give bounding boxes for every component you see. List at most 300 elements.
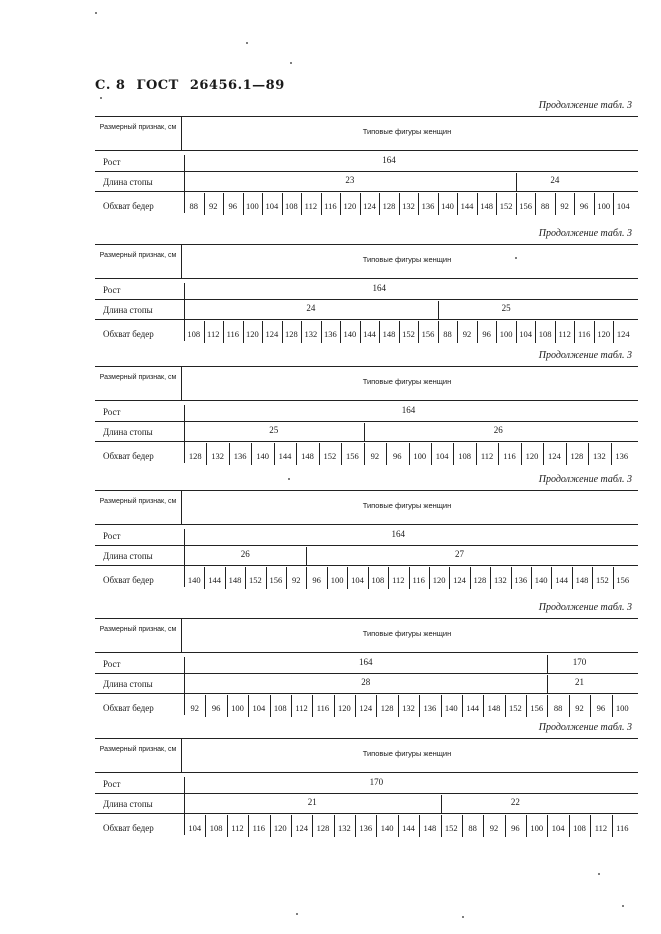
hip-cell-divider: [205, 815, 206, 837]
hip-cell-divider: [429, 567, 430, 589]
row-label-rost: Рост: [103, 407, 121, 417]
hip-cell: 128: [382, 201, 396, 211]
hip-cell: 152: [499, 201, 513, 211]
hip-cell: 92: [291, 575, 301, 585]
hip-cell-divider: [398, 815, 399, 837]
hip-cell: 96: [596, 703, 606, 713]
row-line-rost: [95, 545, 638, 546]
hip-cell: 140: [444, 703, 458, 713]
header-divider: [95, 652, 638, 653]
hip-cell-divider: [551, 567, 552, 589]
hip-cell-divider: [266, 567, 267, 589]
hip-cell-divider: [457, 193, 458, 215]
hip-cell-divider: [388, 567, 389, 589]
hip-cell-divider: [574, 193, 575, 215]
table-title: Типовые фигуры женщин: [362, 749, 452, 758]
hip-cell: 128: [380, 703, 394, 713]
hip-cell-divider: [438, 321, 439, 343]
hip-cell: 112: [231, 823, 244, 833]
hip-cell: 140: [343, 329, 357, 339]
feature-header: Размерный признак, см: [99, 746, 177, 753]
size-table: [95, 738, 633, 838]
header-divider: [95, 400, 638, 401]
hip-cell: 136: [514, 575, 528, 585]
scan-speck: [95, 12, 97, 14]
hip-cell: 100: [615, 703, 629, 713]
hip-cell-divider: [588, 443, 589, 465]
hip-cell-divider: [572, 567, 573, 589]
hip-cell: 104: [435, 451, 449, 461]
hip-cell: 112: [207, 329, 220, 339]
hip-cell: 156: [345, 451, 359, 461]
hip-cell-divider: [409, 443, 410, 465]
hip-cell: 144: [466, 703, 479, 713]
hip-cell-divider: [419, 695, 420, 717]
hip-cell: 88: [189, 201, 198, 211]
foot-span-value: 21: [307, 797, 317, 807]
hip-cell: 116: [226, 329, 239, 339]
hip-cell: 96: [228, 201, 238, 211]
rost-span-value: 170: [572, 657, 587, 667]
hip-cell: 148: [423, 823, 437, 833]
hip-cell-divider: [613, 193, 614, 215]
table-title: Типовые фигуры женщин: [362, 629, 452, 638]
hip-cell: 152: [509, 703, 522, 713]
hip-cell: 136: [615, 451, 629, 461]
foot-span-value: 26: [240, 549, 250, 559]
feature-header: Размерный признак, см: [99, 498, 177, 505]
scan-speck: [100, 97, 102, 99]
row-label-rost: Рост: [103, 157, 121, 167]
size-table: [95, 490, 633, 590]
hip-cell: 88: [468, 823, 477, 833]
table-top-border: [95, 618, 638, 619]
hip-cell: 116: [316, 703, 330, 713]
hip-cell: 96: [579, 201, 589, 211]
hip-cell-divider: [368, 567, 369, 589]
hip-cell: 120: [337, 703, 351, 713]
gost-number: 26456.1—89: [189, 78, 285, 93]
hip-cell-divider: [409, 567, 410, 589]
table-title: Типовые фигуры женщин: [362, 127, 452, 136]
hip-cell-divider: [511, 567, 512, 589]
size-table: [95, 244, 633, 344]
hip-cell-divider: [613, 567, 614, 589]
hip-cell: 92: [370, 451, 380, 461]
hip-cell: 128: [473, 575, 487, 585]
hip-cell: 152: [444, 823, 458, 833]
hip-cell: 108: [273, 703, 287, 713]
hip-cell: 104: [519, 329, 532, 339]
hip-cell-divider: [296, 443, 297, 465]
scan-speck: [598, 873, 600, 875]
hip-cell: 152: [402, 329, 415, 339]
hip-cell: 148: [228, 575, 242, 585]
hip-cell: 132: [304, 329, 318, 339]
hip-cell: 124: [295, 823, 308, 833]
hip-cell: 104: [551, 823, 565, 833]
hip-cell: 112: [304, 201, 318, 211]
hip-cell-divider: [531, 567, 532, 589]
hip-cell-divider: [251, 443, 252, 465]
hip-cell: 92: [560, 201, 569, 211]
hip-cell-divider: [312, 695, 313, 717]
hip-cell-divider: [399, 193, 400, 215]
hip-cell: 96: [211, 703, 221, 713]
hip-cell: 140: [380, 823, 394, 833]
hip-cell: 100: [231, 703, 244, 713]
foot-span-value: 26: [493, 425, 503, 435]
row-label-foot: Длина стопы: [103, 551, 153, 561]
hip-cell: 152: [596, 575, 609, 585]
hip-cell: 88: [540, 201, 550, 211]
hip-cell: 96: [393, 451, 402, 461]
row-label-rost: Рост: [103, 779, 121, 789]
feature-header: Размерный признак, см: [99, 626, 177, 633]
hip-cell: 132: [402, 703, 415, 713]
hip-cell-divider: [498, 443, 499, 465]
scan-speck: [296, 913, 298, 915]
hip-cell-divider: [505, 695, 506, 717]
hip-cell-divider: [262, 193, 263, 215]
foot-span-value: 23: [345, 175, 355, 185]
hip-cell: 104: [616, 201, 630, 211]
hip-cell: 136: [324, 329, 337, 339]
hip-cell-divider: [490, 567, 491, 589]
row-line-rost: [95, 299, 638, 300]
hip-cell: 108: [573, 823, 586, 833]
hip-cell-divider: [243, 193, 244, 215]
header-divider: [95, 772, 638, 773]
hip-cell: 132: [211, 451, 225, 461]
hip-cell-divider: [516, 193, 517, 215]
row-label-rost: Рост: [103, 285, 121, 295]
row-line-foot: [95, 565, 638, 566]
hip-cell: 156: [269, 575, 283, 585]
size-table: [95, 618, 633, 718]
hip-cell-divider: [347, 567, 348, 589]
table-title: Типовые фигуры женщин: [362, 501, 452, 510]
row-label-foot: Длина стопы: [103, 799, 153, 809]
hip-cell: 148: [301, 451, 314, 461]
header-divider: [95, 150, 638, 151]
hip-cell-divider: [449, 567, 450, 589]
hip-cell-divider: [590, 695, 591, 717]
hip-cell: 96: [511, 823, 520, 833]
hip-cell-divider: [355, 815, 356, 837]
table-title: Типовые фигуры женщин: [362, 377, 452, 386]
hip-cell: 120: [343, 201, 357, 211]
header-divider: [95, 524, 638, 525]
hip-cell-divider: [379, 193, 380, 215]
hip-cell-divider: [312, 815, 313, 837]
hip-cell: 116: [503, 451, 516, 461]
hip-cell-divider: [555, 193, 556, 215]
hip-cell: 156: [530, 703, 544, 713]
hip-cell-divider: [286, 567, 287, 589]
foot-span-value: 25: [269, 425, 279, 435]
hip-cell: 120: [245, 329, 259, 339]
hip-cell: 112: [295, 703, 308, 713]
hip-cell-divider: [547, 815, 548, 837]
hip-cell-divider: [547, 695, 548, 717]
hip-cell-divider: [379, 321, 380, 343]
hip-cell: 124: [363, 201, 376, 211]
row-line-rost: [95, 793, 638, 794]
hip-cell: 88: [443, 329, 452, 339]
hip-cell: 136: [421, 201, 435, 211]
hip-cell: 104: [188, 823, 202, 833]
row-line-foot: [95, 319, 638, 320]
hip-cell: 132: [402, 201, 415, 211]
table-title: Типовые фигуры женщин: [362, 255, 452, 264]
hip-cell: 136: [359, 823, 373, 833]
hip-cell: 108: [187, 329, 201, 339]
scan-speck: [288, 478, 290, 480]
row-line-foot: [95, 191, 638, 192]
rost-span-value: 164: [391, 529, 406, 539]
hip-cell: 128: [570, 451, 584, 461]
hip-cell: 144: [278, 451, 292, 461]
feature-header: Размерный признак, см: [99, 252, 177, 259]
row-label-hip: Обхват бедер: [103, 329, 154, 339]
hip-cell-divider: [204, 321, 205, 343]
hip-cell-divider: [282, 193, 283, 215]
size-table: [95, 116, 633, 216]
hip-cell-divider: [248, 695, 249, 717]
hip-cell: 124: [453, 575, 466, 585]
hip-cell: 136: [233, 451, 247, 461]
foot-span-value: 25: [501, 303, 511, 313]
size-table: [95, 366, 633, 466]
hip-cell-divider: [569, 695, 570, 717]
hip-cell-divider: [398, 695, 399, 717]
hip-cell-divider: [441, 695, 442, 717]
hip-cell-divider: [594, 193, 595, 215]
row-line-rost: [95, 673, 638, 674]
rost-span-value: 164: [358, 657, 373, 667]
hip-cell-divider: [227, 695, 228, 717]
hip-cell: 152: [323, 451, 337, 461]
hip-cell: 140: [534, 575, 548, 585]
hip-cell: 116: [412, 575, 425, 585]
continuation-note: Продолжение табл. 3: [538, 228, 632, 239]
hip-cell: 156: [616, 575, 630, 585]
hip-cell-divider: [376, 695, 377, 717]
hip-cell-divider: [205, 695, 206, 717]
table-top-border: [95, 738, 638, 739]
hip-cell-divider: [223, 321, 224, 343]
hip-cell-divider: [431, 443, 432, 465]
hip-cell-divider: [301, 193, 302, 215]
hip-cell-divider: [291, 815, 292, 837]
hip-cell: 144: [208, 575, 221, 585]
hip-cell: 92: [462, 329, 472, 339]
hip-cell-divider: [386, 443, 387, 465]
hip-cell-divider: [592, 567, 593, 589]
hip-cell-divider: [301, 321, 302, 343]
scan-speck: [622, 905, 624, 907]
hip-cell-divider: [612, 695, 613, 717]
rost-span-value: 164: [382, 155, 396, 165]
scan-speck: [290, 62, 292, 64]
row-label-rost: Рост: [103, 531, 121, 541]
hip-cell: 116: [324, 201, 337, 211]
hip-cell-divider: [340, 193, 341, 215]
hip-cell-divider: [535, 321, 536, 343]
hip-cell: 148: [382, 329, 396, 339]
hip-cell: 140: [256, 451, 269, 461]
hip-cell-divider: [613, 321, 614, 343]
hip-cell: 152: [249, 575, 262, 585]
table-top-border: [95, 490, 638, 491]
hip-cell: 108: [209, 823, 223, 833]
hip-cell: 140: [441, 201, 454, 211]
hip-cell: 132: [592, 451, 606, 461]
page-number: С. 8: [95, 78, 126, 93]
hip-cell-divider: [419, 815, 420, 837]
hip-cell-divider: [306, 567, 307, 589]
row-label-hip: Обхват бедер: [103, 201, 154, 211]
hip-cell-divider: [438, 193, 439, 215]
hip-cell-divider: [612, 815, 613, 837]
hip-cell-divider: [477, 321, 478, 343]
hip-cell: 144: [402, 823, 415, 833]
row-label-foot: Длина стопы: [103, 679, 153, 689]
continuation-note: Продолжение табл. 3: [538, 350, 632, 361]
hip-cell-divider: [462, 815, 463, 837]
table-top-border: [95, 116, 638, 117]
header-divider: [95, 278, 638, 279]
hip-cell: 88: [553, 703, 563, 713]
hip-cell-divider: [470, 567, 471, 589]
hip-cell: 92: [489, 823, 499, 833]
hip-cell-divider: [418, 193, 419, 215]
continuation-note: Продолжение табл. 3: [538, 722, 632, 733]
hip-cell: 156: [421, 329, 435, 339]
hip-cell: 100: [245, 201, 259, 211]
hip-cell-divider: [204, 193, 205, 215]
hip-cell-divider: [360, 193, 361, 215]
hip-cell: 144: [363, 329, 376, 339]
hip-cell: 128: [316, 823, 330, 833]
hip-cell-divider: [355, 695, 356, 717]
hip-cell-divider: [555, 321, 556, 343]
hip-cell: 128: [284, 329, 298, 339]
foot-span-value: 27: [455, 549, 465, 559]
row-label-hip: Обхват бедер: [103, 823, 154, 833]
hip-cell-divider: [535, 193, 536, 215]
hip-cell-divider: [360, 321, 361, 343]
hip-cell-divider: [457, 321, 458, 343]
continuation-note: Продолжение табл. 3: [538, 602, 632, 613]
hip-cell: 104: [265, 201, 279, 211]
continuation-note: Продолжение табл. 3: [538, 100, 632, 111]
hip-cell-divider: [291, 695, 292, 717]
hip-cell: 116: [616, 823, 629, 833]
hip-cell: 112: [594, 823, 608, 833]
hip-cell-divider: [282, 321, 283, 343]
table-top-border: [95, 244, 638, 245]
hip-cell: 92: [575, 703, 584, 713]
row-label-hip: Обхват бедер: [103, 575, 154, 585]
hip-cell: 100: [597, 201, 611, 211]
hip-cell-divider: [206, 443, 207, 465]
hip-cell: 100: [330, 575, 344, 585]
hip-cell: 132: [337, 823, 351, 833]
hip-cell-divider: [521, 443, 522, 465]
hip-cell: 116: [252, 823, 266, 833]
hip-cell: 92: [190, 703, 199, 713]
hip-cell: 112: [558, 329, 571, 339]
hip-cell-divider: [262, 321, 263, 343]
hip-cell-divider: [543, 443, 544, 465]
hip-cell-divider: [496, 321, 497, 343]
hip-cell: 108: [284, 201, 298, 211]
hip-cell: 116: [577, 329, 591, 339]
hip-cell-divider: [611, 443, 612, 465]
hip-cell-divider: [321, 321, 322, 343]
row-line-foot: [95, 813, 638, 814]
hip-cell: 124: [616, 329, 630, 339]
rost-span-value: 164: [372, 283, 386, 293]
hip-cell-divider: [321, 193, 322, 215]
hip-cell-divider: [399, 321, 400, 343]
hip-cell-divider: [574, 321, 575, 343]
scan-speck: [515, 257, 517, 259]
hip-cell: 96: [482, 329, 491, 339]
hip-cell-divider: [526, 695, 527, 717]
hip-cell-divider: [364, 443, 365, 465]
hip-cell-divider: [334, 695, 335, 717]
hip-cell-divider: [225, 567, 226, 589]
hip-cell-divider: [453, 443, 454, 465]
hip-cell-divider: [229, 443, 230, 465]
row-label-hip: Обхват бедер: [103, 451, 154, 461]
hip-cell: 124: [548, 451, 561, 461]
row-line-foot: [95, 441, 638, 442]
hip-cell: 120: [432, 575, 446, 585]
hip-cell-divider: [566, 443, 567, 465]
hip-cell: 100: [499, 329, 513, 339]
continuation-note: Продолжение табл. 3: [538, 474, 632, 485]
row-label-foot: Длина стопы: [103, 305, 153, 315]
page-header: [95, 78, 291, 93]
hip-cell: 100: [413, 451, 427, 461]
feature-header: Размерный признак, см: [99, 124, 177, 131]
row-label-foot: Длина стопы: [103, 427, 153, 437]
hip-cell-divider: [327, 567, 328, 589]
hip-cell-divider: [476, 443, 477, 465]
hip-cell-divider: [462, 695, 463, 717]
hip-cell: 156: [519, 201, 532, 211]
hip-cell-divider: [334, 815, 335, 837]
hip-cell-divider: [340, 321, 341, 343]
hip-cell: 108: [538, 329, 552, 339]
hip-cell-divider: [516, 321, 517, 343]
hip-cell: 144: [460, 201, 474, 211]
hip-cell-divider: [270, 695, 271, 717]
hip-cell: 148: [575, 575, 589, 585]
row-label-rost: Рост: [103, 659, 121, 669]
hip-cell-divider: [418, 321, 419, 343]
hip-cell: 144: [555, 575, 568, 585]
hip-cell: 124: [359, 703, 373, 713]
row-label-foot: Длина стопы: [103, 177, 153, 187]
hip-cell: 132: [493, 575, 507, 585]
hip-cell: 112: [392, 575, 405, 585]
hip-cell: 108: [458, 451, 471, 461]
